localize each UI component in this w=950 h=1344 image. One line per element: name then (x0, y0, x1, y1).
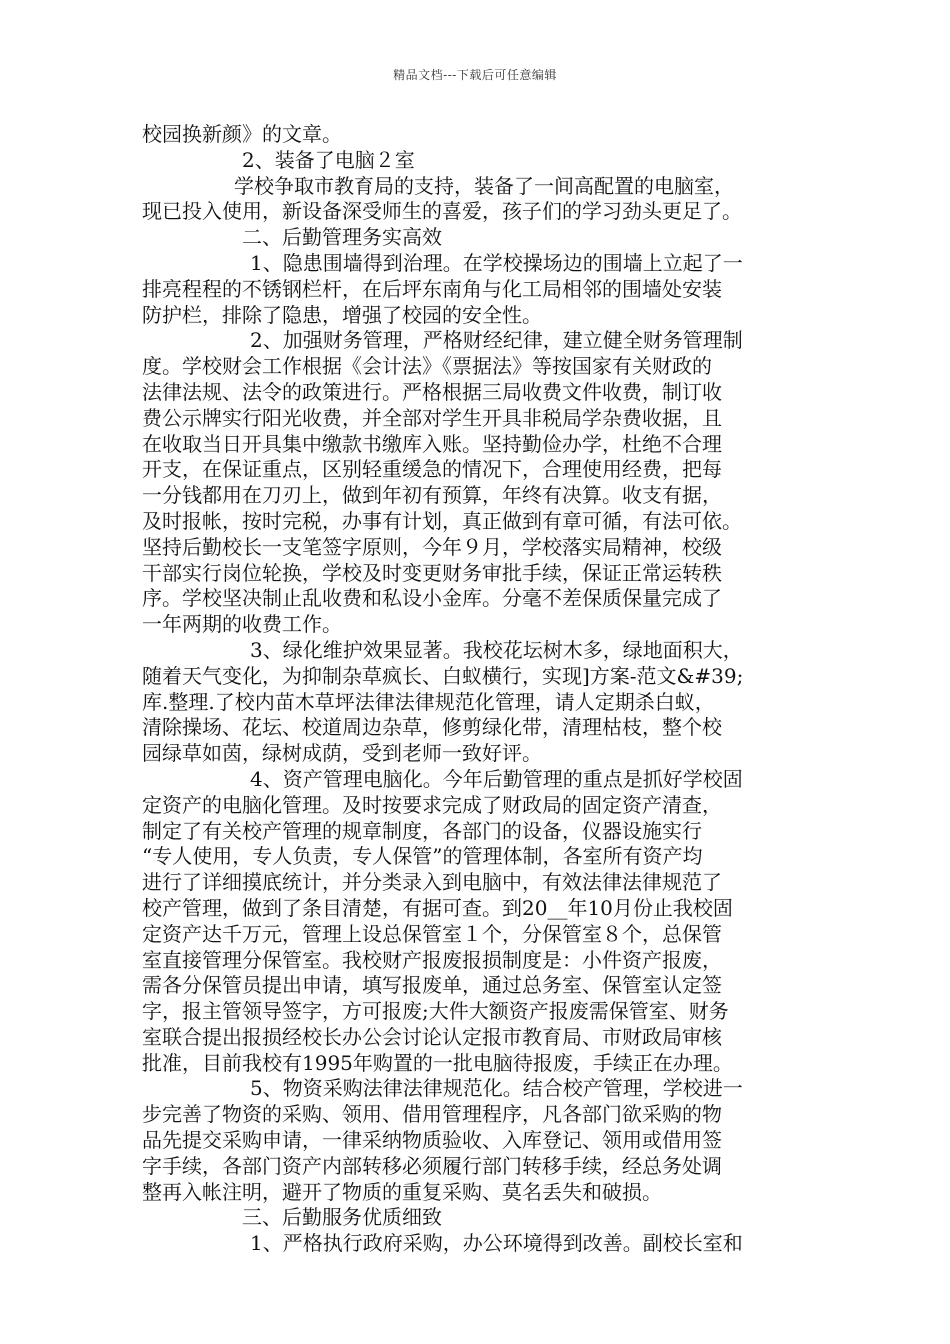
text-line: 费公示牌实行阳光收费，并全部对学生开具非税局学杂费收据，且 (142, 405, 722, 430)
text-line: 2、加强财务管理，严格财经纪律，建立健全财务管理制 (250, 328, 743, 353)
text-line: 二、后勤管理务实高效 (242, 225, 442, 250)
text-line: 干部实行岗位轮换，学校及时变更财务审批手续，保证正常运转秩 (142, 560, 722, 585)
text-line: 清除操场、花坛、校道周边杂草，修剪绿化带，清理枯枝，整个校 (142, 715, 722, 740)
text-line: 2、装备了电脑２室 (242, 147, 415, 172)
text-line: 坚持后勤校长一支笔签字原则，今年９月，学校落实局精神，校级 (142, 534, 722, 559)
text-line: “专人使用，专人负责，专人保管”的管理体制，各室所有资产均 (142, 844, 703, 869)
text-line: 度。学校财会工作根据《会计法》《票据法》等按国家有关财政的 (142, 354, 712, 379)
text-line: 一年两期的收费工作。 (142, 612, 342, 637)
text-line: 整再入帐注明，避开了物质的重复采购、莫名丢失和破损。 (142, 1179, 662, 1204)
text-line: 随着天气变化，为抑制杂草疯长、白蚁横行，实现]方案-范文&#39; (142, 663, 744, 688)
text-line: 校园换新颜》的文章。 (142, 122, 342, 146)
text-line: 定资产的电脑化管理。及时按要求完成了财政局的固定资产清查， (142, 792, 722, 817)
text-line: 室联合提出报损经校长办公会讨论认定报市教育局、市财政局审核 (142, 1024, 722, 1049)
text-line: 三、后勤服务优质细致 (242, 1205, 442, 1230)
text-line: 批准，目前我校有1995年购置的一批电脑待报废，手续正在办理。 (142, 1050, 733, 1075)
text-line: 品先提交采购申请，一律采纳物质验收、入库登记、领用或借用签 (142, 1128, 722, 1153)
text-line: 4、资产管理电脑化。今年后勤管理的重点是抓好学校固 (250, 766, 743, 791)
text-line: 需各分保管员提出申请，填写报废单，通过总务室、保管室认定签 (142, 973, 722, 998)
text-line: 现已投入使用，新设备深受师生的喜爱，孩子们的学习劲头更足了。 (142, 199, 742, 224)
text-line: 制定了有关校产管理的规章制度，各部门的设备，仪器设施实行 (142, 818, 702, 843)
text-line: 开支，在保证重点，区别轻重缓急的情况下，合理使用经费，把每 (142, 457, 722, 482)
text-line: 序。学校坚决制止乱收费和私设小金库。分毫不差保质保量完成了 (142, 586, 722, 611)
text-line: 字手续，各部门资产内部转移必须履行部门转移手续，经总务处调 (142, 1153, 722, 1178)
text-line: 5、物资采购法律法律规范化。结合校产管理，学校进一 (250, 1076, 743, 1101)
text-line: 定资产达千万元，管理上设总保管室１个，分保管室８个，总保管 (142, 921, 722, 946)
text-line: 步完善了物资的采购、领用、借用管理程序，凡各部门欲采购的物 (142, 1102, 722, 1127)
text-line: 在收取当日开具集中缴款书缴库入账。坚持勤俭办学，杜绝不合理 (142, 431, 722, 456)
text-line: 排亮程程的不锈钢栏杆，在后坪东南角与化工局相邻的围墙处安装 (142, 276, 722, 301)
text-line: 法律法规、法令的政策进行。严格根据三局收费文件收费，制订收 (142, 379, 722, 404)
text-line: 字，报主管领导签字，方可报废;大件大额资产报废需保管室、财务 (142, 999, 729, 1024)
document-body (142, 122, 814, 1257)
text-line: 防护栏，排除了隐患，增强了校园的安全性。 (142, 302, 542, 327)
text-line: 1、严格执行政府采购，办公环境得到改善。副校长室和 (250, 1231, 743, 1256)
text-line: 1、隐患围墙得到治理。在学校操场边的围墙上立起了一 (250, 250, 743, 275)
text-line: 校产管理，做到了条目清楚，有据可查。到20__年10月份止我校固 (142, 895, 733, 920)
text-line: 室直接管理分保管室。我校财产报废报损制度是：小件资产报废， (142, 947, 722, 972)
text-line: 库.整理.了校内苗木草坪法律法律规范化管理，请人定期杀白蚁， (142, 689, 715, 714)
text-line: 进行了详细摸底统计，并分类录入到电脑中，有效法律法律规范了 (142, 870, 722, 895)
text-line: 及时报帐，按时完税，办事有计划，真正做到有章可循，有法可依。 (142, 508, 742, 533)
text-line: 园绿草如茵，绿树成荫，受到老师一致好评。 (142, 741, 542, 766)
text-line: 学校争取市教育局的支持，装备了一间高配置的电脑室， (234, 173, 734, 198)
text-line: 一分钱都用在刀刃上，做到年初有预算，年终有决算。收支有据， (142, 483, 722, 508)
text-line: 3、绿化维护效果显著。我校花坛树木多，绿地面积大， (250, 637, 743, 662)
page-header: 精品文档---下载后可任意编辑 (393, 68, 557, 82)
